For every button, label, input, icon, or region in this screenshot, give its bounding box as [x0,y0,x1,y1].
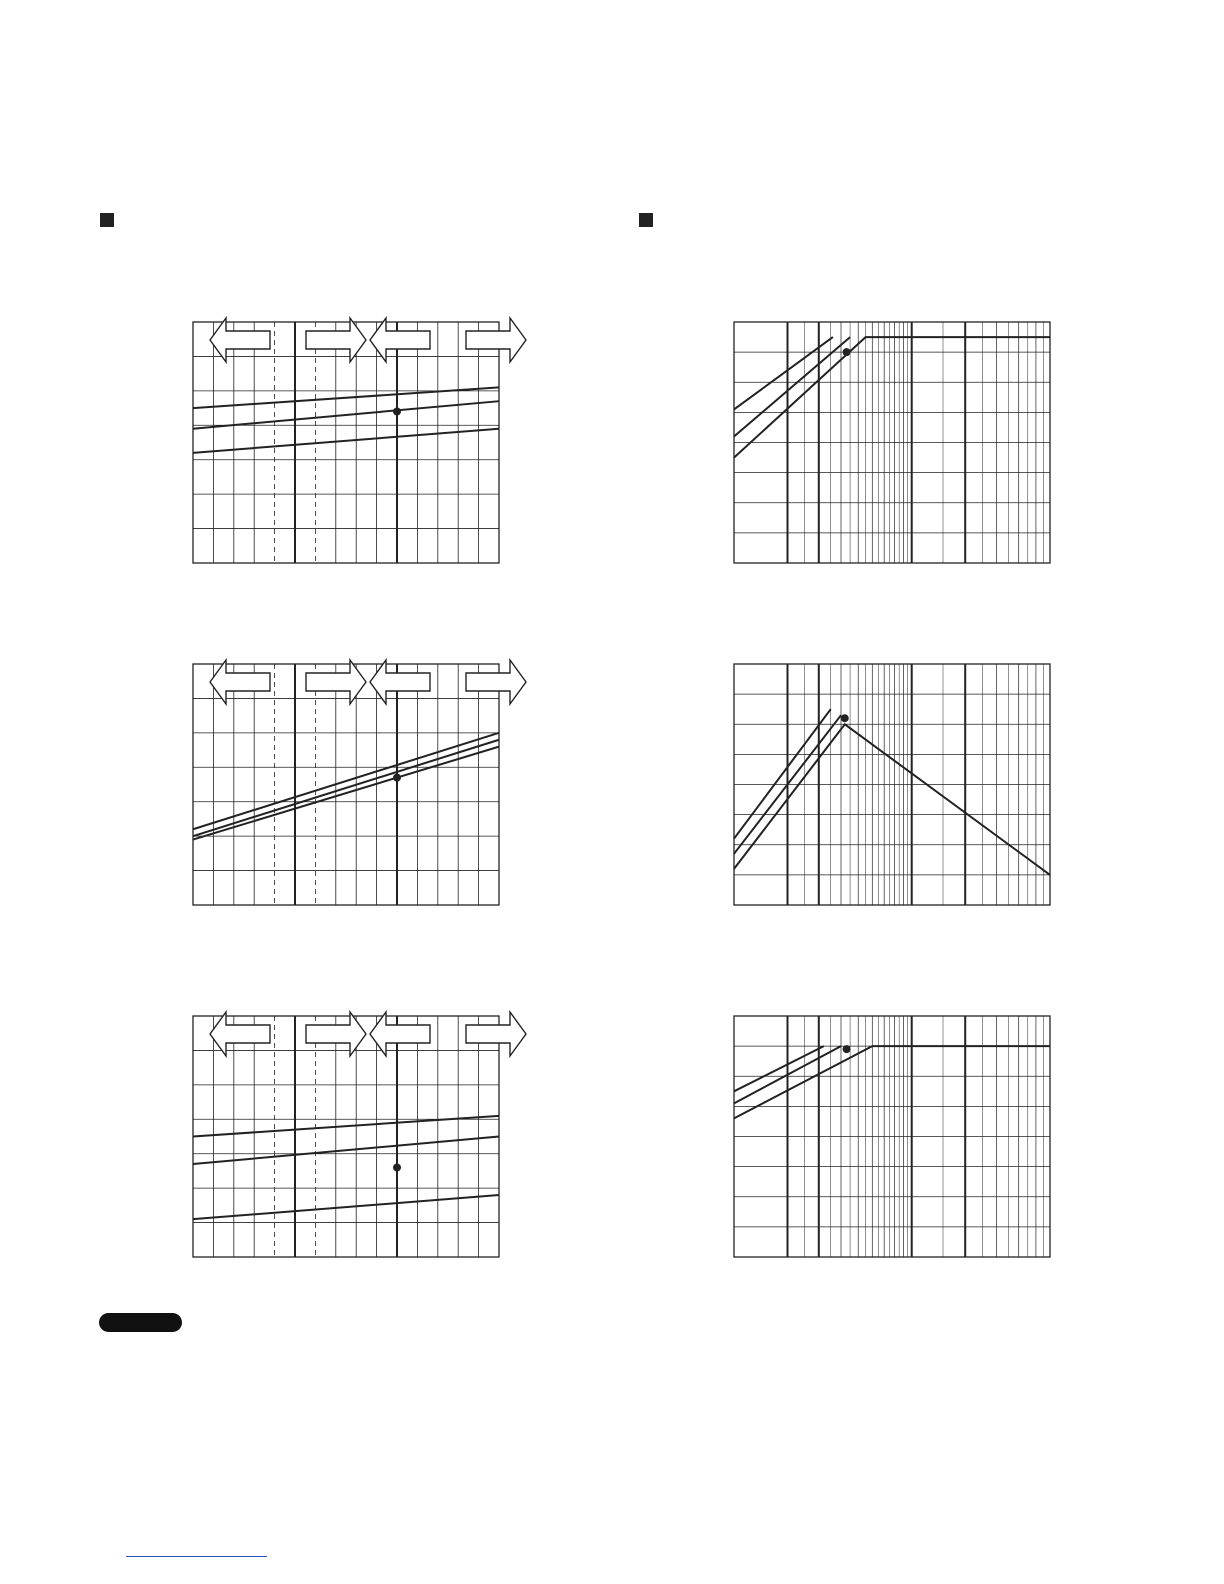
series-line-3 [193,747,499,840]
marker-point [393,774,401,782]
left-arrow-icon [370,318,430,362]
left-arrow-icon [210,1012,270,1056]
left-arrow-icon [370,1012,430,1056]
plot-frame [193,1016,499,1257]
plot-frame [193,322,499,563]
right-arrow-icon [466,1012,526,1056]
series-line-1 [734,1046,824,1091]
footer-link-underline[interactable] [126,1556,267,1557]
right-arrow-icon [466,318,526,362]
left-arrow-icon [370,660,430,704]
series-line-3 [734,337,1050,458]
marker-point [841,714,849,722]
marker-point [843,1045,851,1053]
series-line-1 [734,709,831,839]
series-line-1 [193,733,499,829]
note-pill-icon [99,1313,182,1332]
series-line-3 [193,1195,499,1219]
series-line-3 [734,1046,1050,1118]
marker-point [843,348,851,356]
series-line-2 [193,740,499,836]
marker-point [393,1163,401,1171]
series-line-3 [734,724,1050,875]
marker-point [393,408,401,416]
right-arrow-icon [466,660,526,704]
left-arrow-icon [210,660,270,704]
left-arrow-icon [210,318,270,362]
series-line-3 [193,429,499,453]
series-line-2 [193,1137,499,1165]
plot-frame [193,664,499,905]
